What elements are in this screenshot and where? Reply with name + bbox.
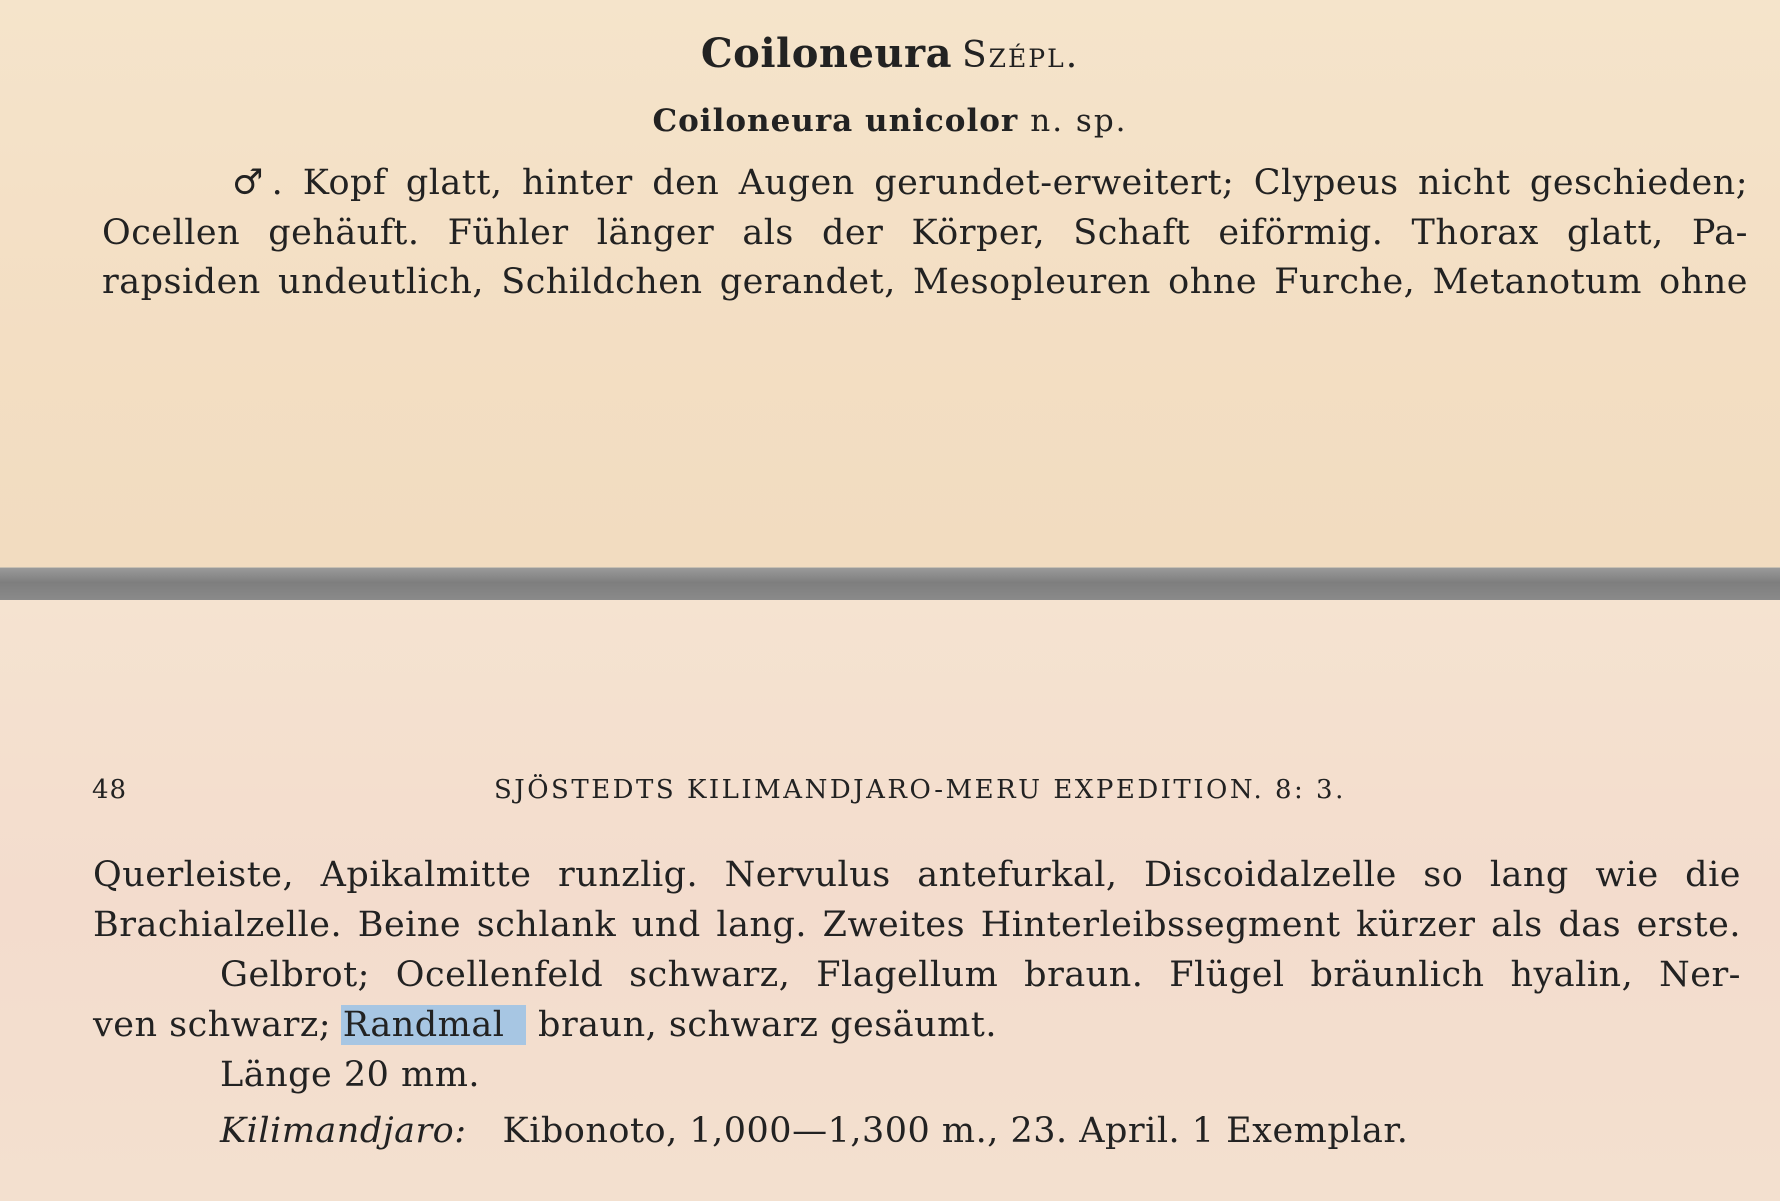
text-line-5: Brachialzelle. Beine schlank und lang. Zweites Hinterleibssegment kürzer als das erste. <box>93 905 1741 945</box>
locality-line <box>220 1110 1741 1152</box>
species-heading <box>0 103 1780 139</box>
genus-author: Szépl. <box>962 35 1080 76</box>
selected-word-highlight[interactable]: Randmal <box>341 1005 527 1045</box>
genus-name: Coiloneura <box>700 30 953 77</box>
length-line: Länge 20 mm. <box>220 1055 481 1095</box>
running-head-text: SJÖSTEDTS KILIMANDJARO-MERU EXPEDITION. 8: 3. <box>494 775 1346 805</box>
locality-label: Kilimandjaro: <box>220 1111 467 1151</box>
text-line-2: Ocellen gehäuft. Fühler länger als der Körper, Schaft eiförmig. Thorax glatt, Pa- <box>102 213 1748 253</box>
text-line-1: ♂. Kopf glatt, hinter den Augen gerundet-erweitert; Clypeus nicht geschieden; <box>232 163 1748 203</box>
species-name: Coiloneura unicolor <box>652 103 1019 139</box>
page-separator <box>0 567 1780 600</box>
text-line-6: Gelbrot; Ocellenfeld schwarz, Flagellum braun. Flügel bräunlich hyalin, Ner- <box>220 955 1741 995</box>
line-ven-prefix: ven schwarz; <box>93 1005 332 1045</box>
text-line-4: Querleiste, Apikalmitte runzlig. Nervulus antefurkal, Discoidalzelle so lang wie die <box>93 855 1741 895</box>
species-note: n. sp. <box>1030 103 1128 139</box>
top-page-fragment <box>0 0 1780 567</box>
locality-text: Kibonoto, 1,000—1,300 m., 23. April. 1 Exemplar. <box>502 1111 1409 1151</box>
genus-title <box>0 30 1780 77</box>
text-line-7 <box>93 1004 1741 1046</box>
text-line-3: rapsiden undeutlich, Schildchen gerandet, Mesopleuren ohne Furche, Metanotum ohne <box>102 262 1748 302</box>
line-ven-suffix: braun, schwarz gesäumt. <box>538 1005 997 1045</box>
page-number: 48 <box>92 775 128 805</box>
